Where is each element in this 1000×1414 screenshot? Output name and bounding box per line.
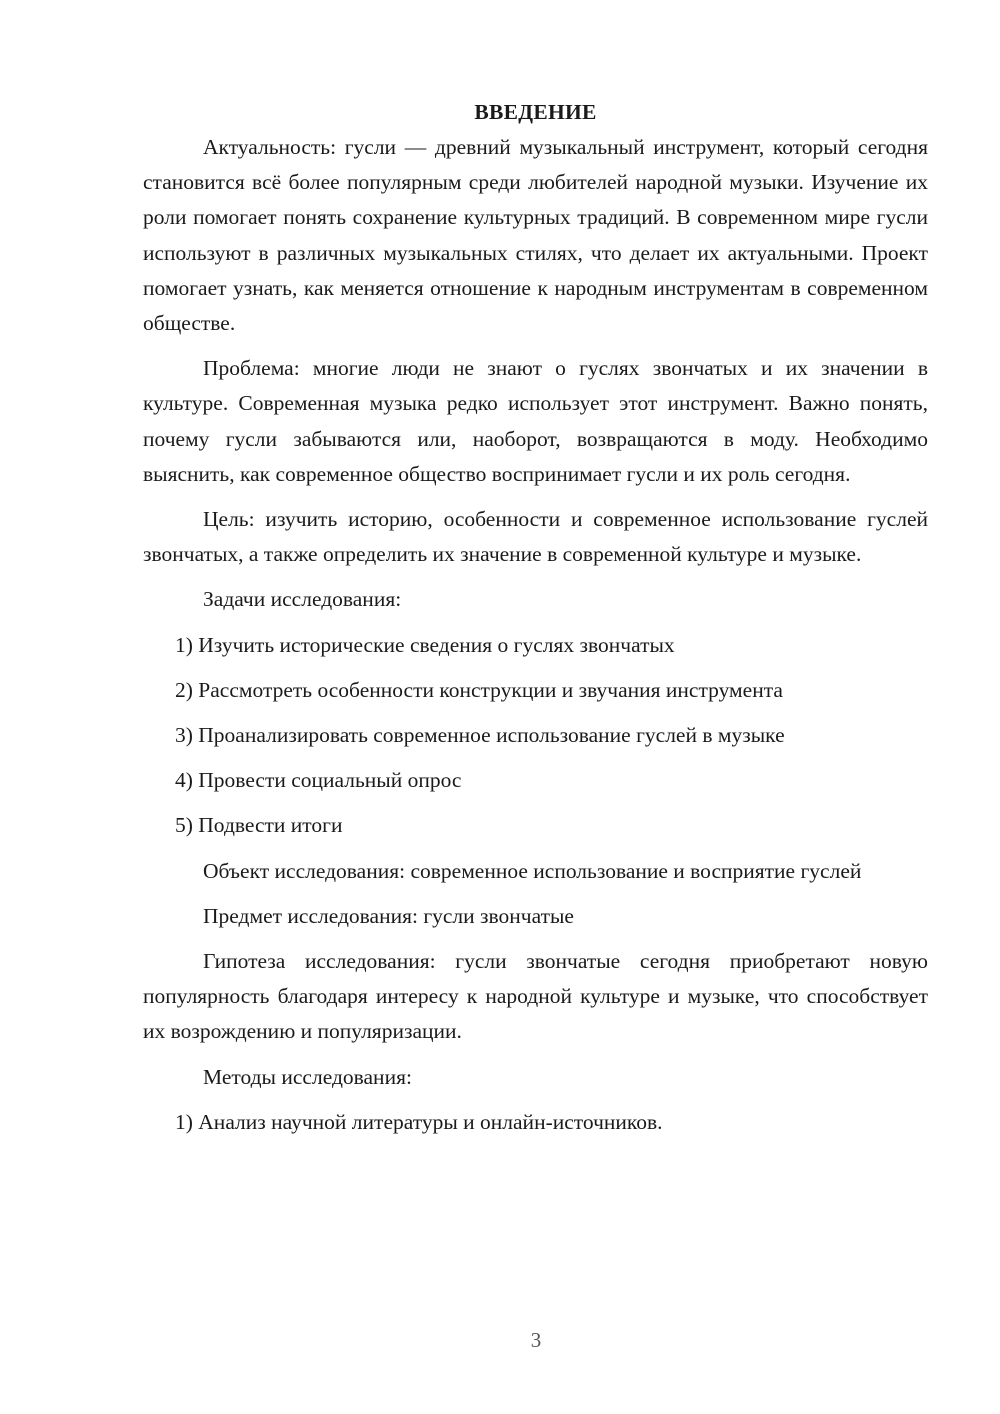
section-title: ВВЕДЕНИЕ bbox=[474, 100, 597, 124]
methods-heading: Методы исследования: bbox=[203, 1064, 412, 1089]
object-paragraph: Объект исследования: современное использование и восприятие гуслей bbox=[203, 858, 862, 883]
goal-paragraph: Цель: изучить историю, особенности и современное использование гуслей звончатых, а также определить их значение в современной культуре и музыке. bbox=[143, 507, 928, 567]
tasks-heading: Задачи исследования: bbox=[203, 587, 402, 612]
list-item: 1) Изучить исторические сведения о гуслях звончатых bbox=[175, 632, 675, 657]
methods-list bbox=[143, 1105, 928, 1140]
list-item: 2) Рассмотреть особенности конструкции и звучания инструмента bbox=[175, 677, 783, 702]
list-item: 5) Подвести итоги bbox=[175, 813, 343, 838]
page-number: 3 bbox=[530, 1328, 542, 1352]
list-item: 4) Провести социальный опрос bbox=[175, 768, 462, 793]
list-item: 1) Анализ научной литературы и онлайн-источников. bbox=[175, 1109, 663, 1134]
subject-paragraph: Предмет исследования: гусли звончатые bbox=[203, 903, 574, 928]
page-content bbox=[143, 95, 928, 1140]
relevance-paragraph: Актуальность: гусли — древний музыкальный инструмент, который сегодня становится всё более популярным среди любителей народной музыки. Изучение их роли помогает понять сохранение культурных традиций. В современном мире гусли используют в различных музыкальных стилях, что делает их актуальными. Проект помогает узнать, как меняется отношение к народным инструментам в современном обществе. bbox=[143, 135, 928, 336]
list-item: 3) Проанализировать современное использование гуслей в музыке bbox=[175, 723, 785, 748]
hypothesis-paragraph: Гипотеза исследования: гусли звончатые сегодня приобретают новую популярность благодаря интересу к народной культуре и музыке, что способствует их возрождению и популяризации. bbox=[143, 949, 928, 1044]
tasks-list bbox=[143, 628, 928, 844]
problem-paragraph: Проблема: многие люди не знают о гуслях звончатых и их значении в культуре. Современная музыка редко использует этот инструмент. Важно понять, почему гусли забываются или, наоборот, возвращаются в моду. Необходимо выяснить, как современное общество воспринимает гусли и их роль сегодня. bbox=[143, 356, 928, 486]
